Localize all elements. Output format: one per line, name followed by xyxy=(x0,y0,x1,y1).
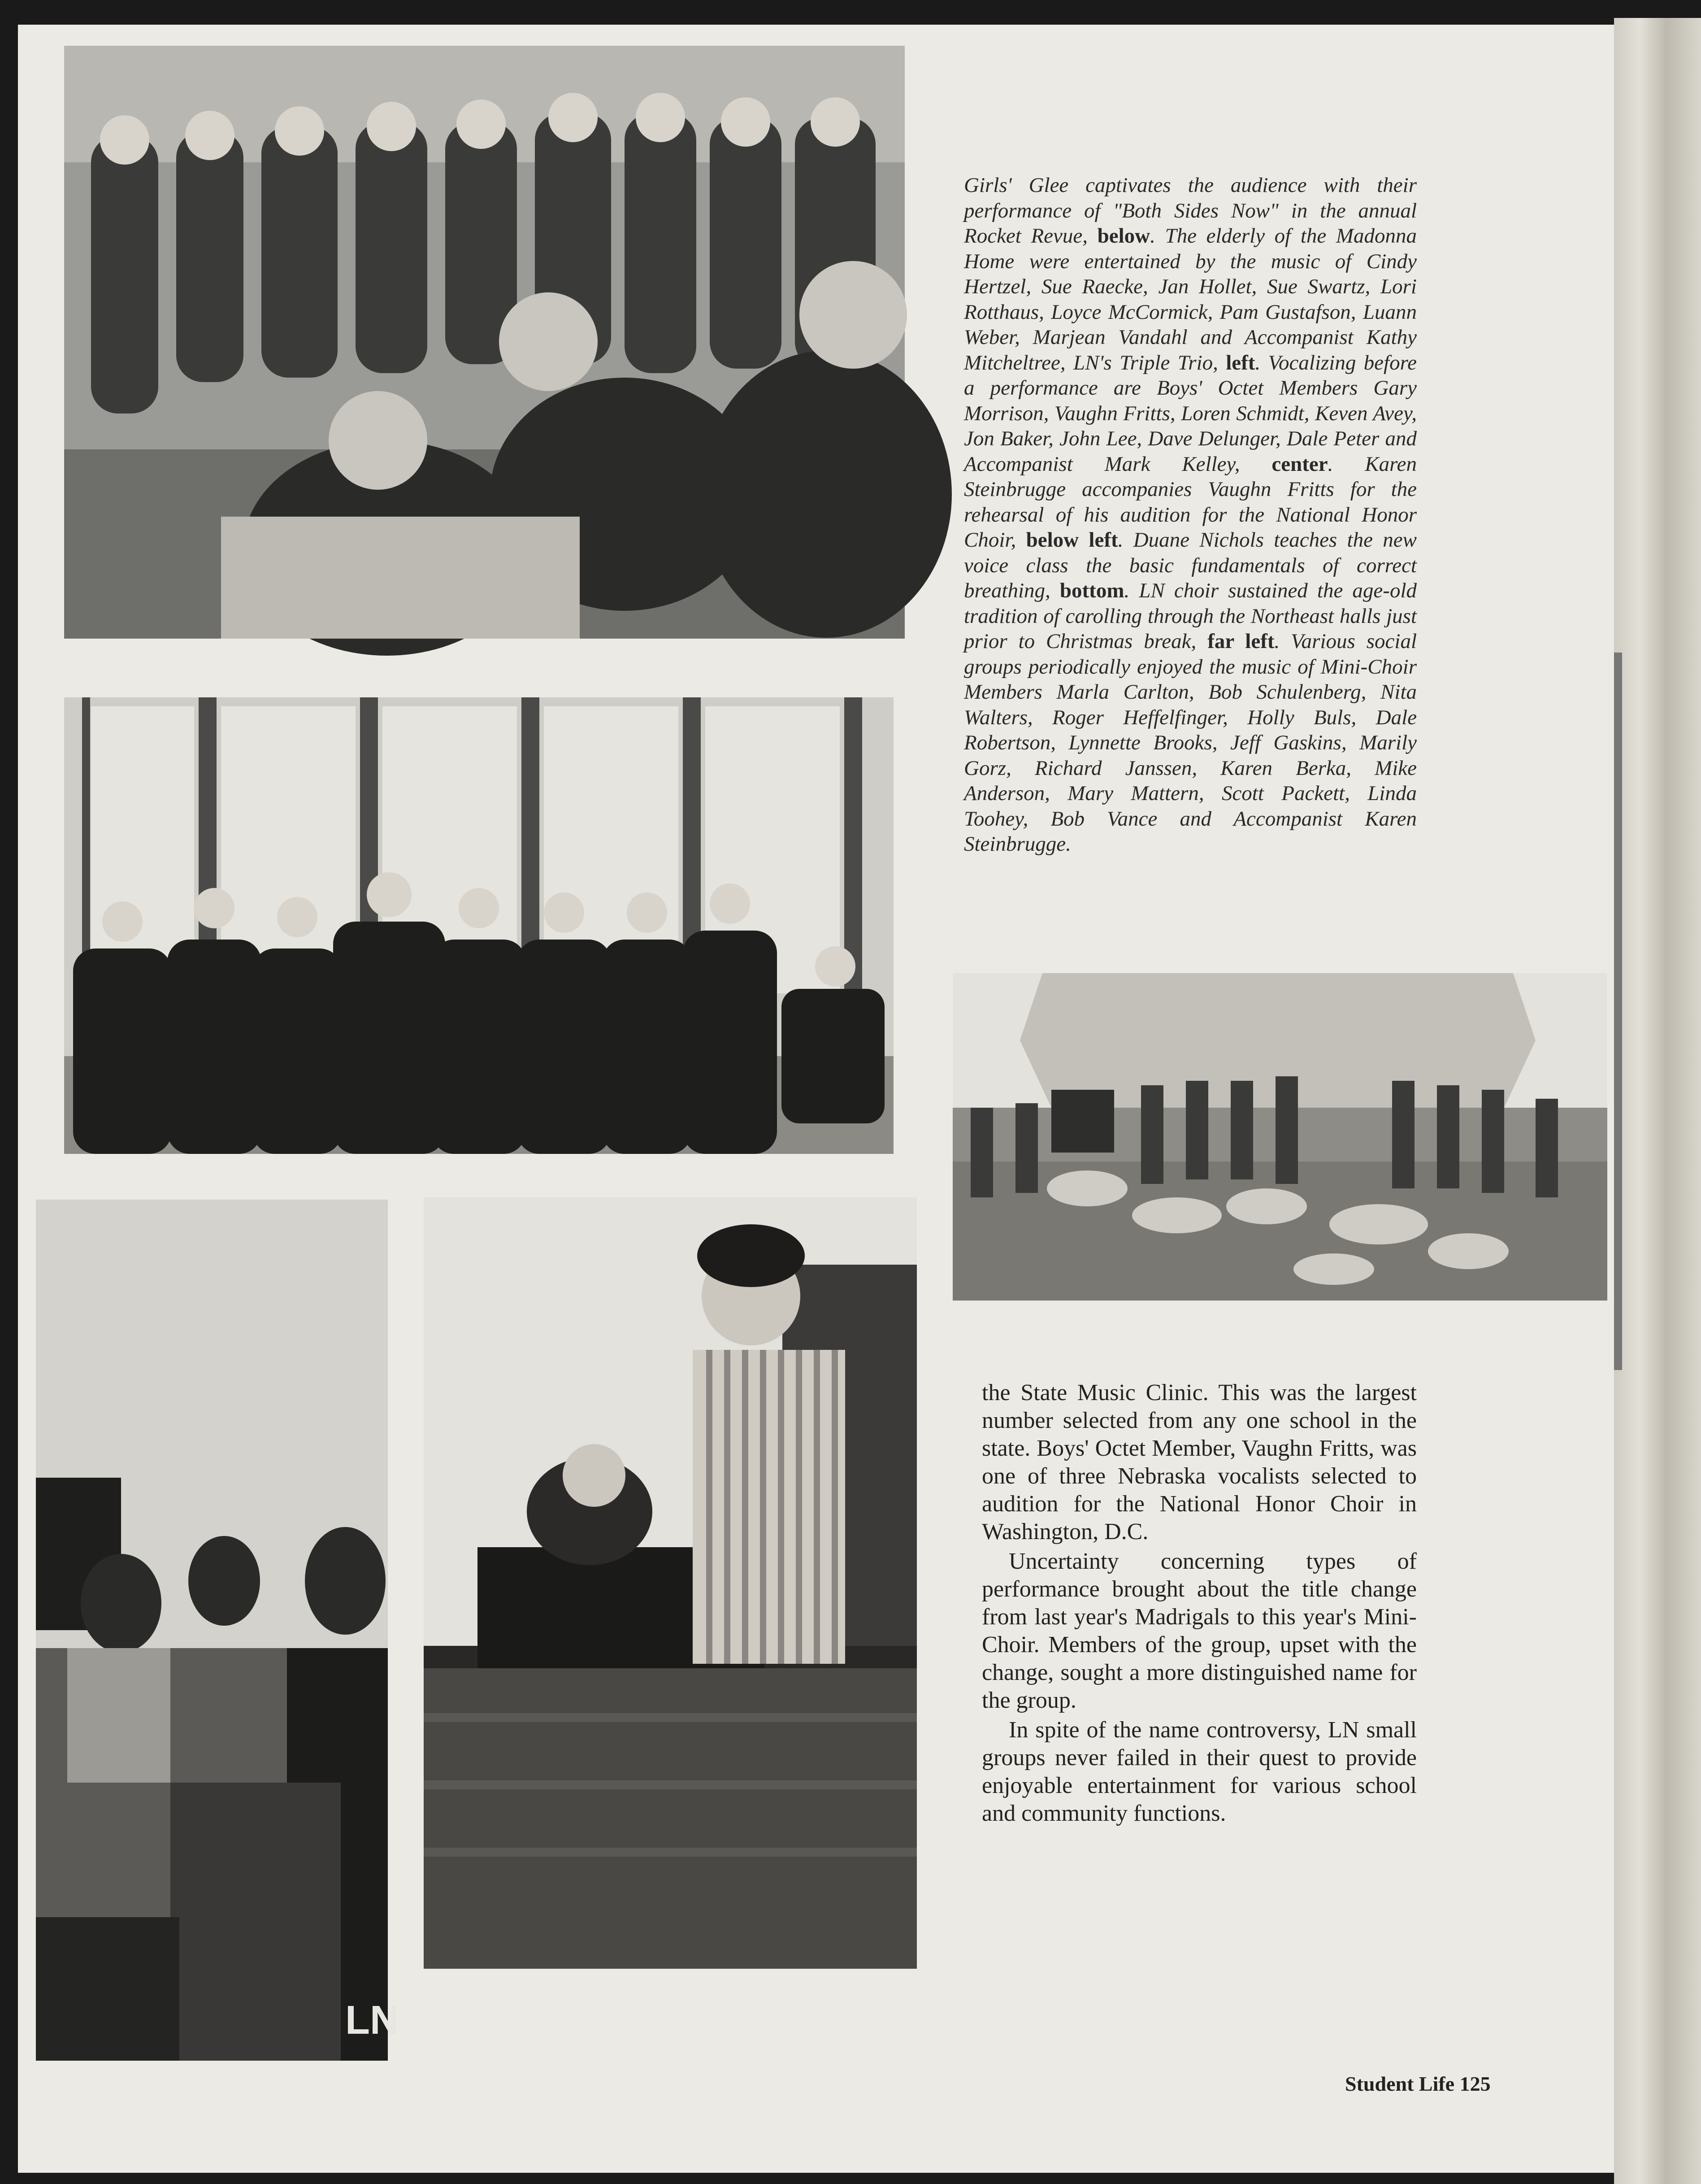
caption-text: . Vocalizing before a performance are Boys' Octet Members Gary Morrison, Vaughn Fritts, Loren Schmidt, Keven Avey, Jon Baker, John Lee, Dave Delunger, Dale Peter and Accompanist Mark Kelley, xyxy=(964,351,1417,476)
caption-direction: below left xyxy=(1026,528,1118,552)
body-paragraph-3: In spite of the name controversy, LN small groups never failed in their quest to provide enjoyable entertainment for various school and community functions. xyxy=(982,1717,1417,1826)
photo-boys-octet xyxy=(64,697,894,1154)
book-edge xyxy=(1614,18,1701,2184)
photo-mini-choir xyxy=(953,973,1607,1301)
photo-triple-trio xyxy=(64,46,905,639)
caption-direction: bottom xyxy=(1059,579,1124,602)
choir-sign-text: LN xyxy=(345,1998,399,2043)
footer-section: Student Life xyxy=(1345,2072,1455,2095)
body-paragraph-1: the State Music Clinic. This was the largest number selected from any one school in the state. Boys' Octet Member, Vaughn Fritts, was one of three Nebraska vocalists selected to audition for the National Honor Choir in Washington, D.C. xyxy=(982,1380,1417,1544)
caption-text: . The elderly of the Madonna Home were entertained by the music of Cindy Hertzel, Sue Raecke, Jan Hollet, Sue Swartz, Lori Rotthaus, Loyce McCormick, Pam Gustafson, Luann Weber, Marjean Vandahl and Accompanist Kathy Mitcheltree, LN's Triple Trio, xyxy=(964,224,1417,374)
caption-text: . Karen Steinbrugge accompanies Vaughn Fritts for the rehearsal of his audition for the National Honor Choir, xyxy=(964,452,1417,552)
binding-shadow xyxy=(1614,653,1622,1370)
yearbook-page xyxy=(18,25,1614,2173)
caption-direction: far left xyxy=(1207,630,1275,653)
photo-piano-rehearsal xyxy=(424,1197,917,1969)
caption-direction: below xyxy=(1097,224,1150,248)
caption-direction: left xyxy=(1226,351,1255,374)
footer-page-number: 125 xyxy=(1459,2072,1491,2095)
caption-text: . Various social groups periodically enjoyed the music of Mini-Choir Members Marla Carlton, Bob Schulenberg, Nita Walters, Roger Heffelfinger, Holly Buls, Dale Robertson, Lynnette Brooks, Jeff Gaskins, Marily Gorz, Richard Janssen, Karen Berka, Mike Anderson, Mary Mattern, Scott Packett, Linda Toohey, Bob Vance and Accompanist Karen Steinbrugge. xyxy=(964,630,1417,856)
caption-direction: center xyxy=(1271,452,1328,476)
caption-text: . Duane Nichols teaches the new voice class the basic fundamentals of correct breathing, xyxy=(964,528,1417,602)
photo-caption xyxy=(964,173,1417,857)
body-text xyxy=(982,1379,1417,1827)
caption-text: Girls' Glee captivates the audience with their performance of "Both Sides Now" in the annual Rocket Revue, xyxy=(964,174,1417,248)
photo-carolling xyxy=(36,1200,399,2061)
body-paragraph-2: Uncertainty concerning types of performance brought about the title change from last year's Madrigals to this year's Mini-Choir. Members of the group, upset with the change, sought a more distinguished name for the group. xyxy=(982,1549,1417,1713)
page-footer xyxy=(1345,2072,1491,2096)
caption-text: . LN choir sustained the age-old tradition of carolling through the Northeast halls just prior to Christmas break, xyxy=(964,579,1417,653)
